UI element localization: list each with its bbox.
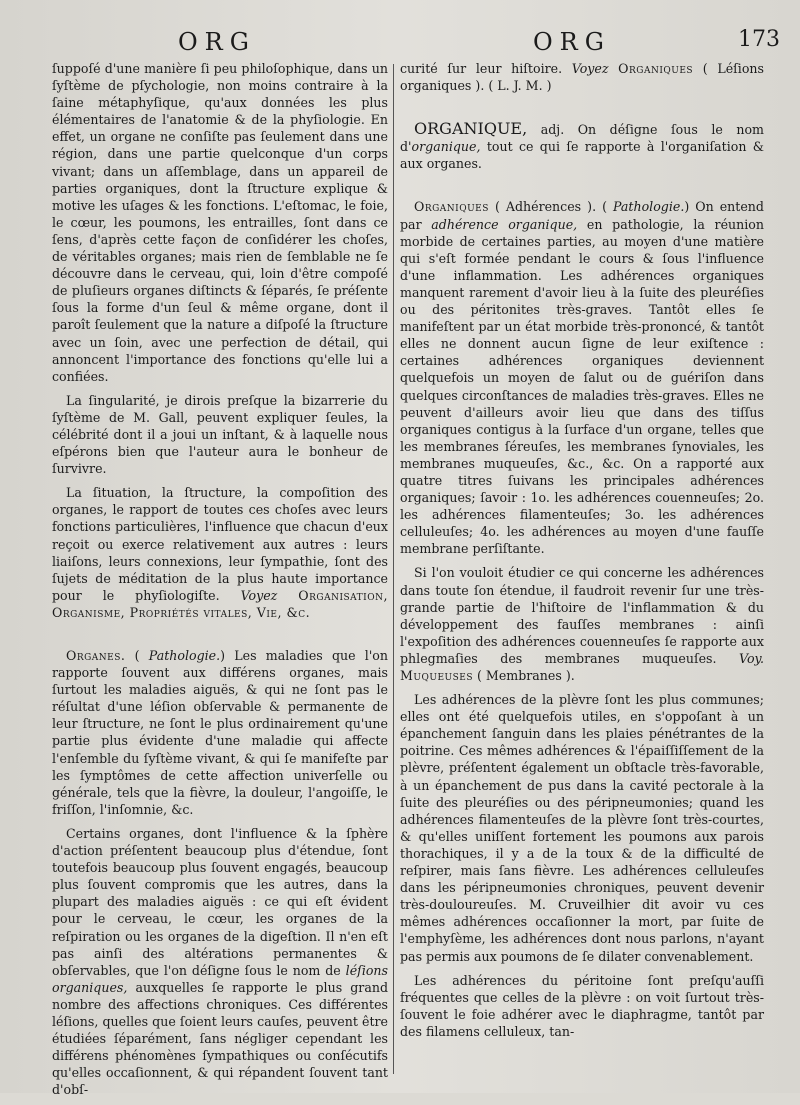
paragraph: La ſingularité, je dirois preſque la bizarrerie du ſyſtème de M. Gall, peuvent expliquer ſeules, la célébrité dont il a joui un inſtant, & à laquelle nous eſpérons bien que l'auteur aura le bonheur de ſurvivre. [52, 392, 388, 477]
paragraph: ſuppoſé d'une manière ſi peu philoſophique, dans un ſyſtème de pſychologie, non moins contraire à la ſaine métaphyſique, qu'aux données les plus élémentaires de l'anatomie & de la phyſiologie. En effet, un organe ne conſiſte pas ſeulement dans une région, dans une partie quelconque d'un corps vivant; dans un aſſemblage, dans un appareil de parties organiques, dont la ſtructure explique & motive les uſages & les fonctions. L'eſtomac, le foie, le cœur, les poumons, les entrailles, ſont dans ce ſens, d'après cette façon de conſidérer les choſes, de véritables organes; mais rien de ſemblable ne ſe découvre dans le cerveau, qui, loin d'être compoſé de pluſieurs organes diſtincts & ſéparés, ſe préſente ſous la forme d'un ſeul & même organe, dont il paroît ſeulement que la nature a diſpoſé la ſtructure avec un ſoin, avec une perfection de détail, qui annoncent l'importance des fonctions qu'elle lui a confiées. [52, 61, 388, 384]
subject-label: Pathologie. [613, 199, 685, 215]
paragraph [52, 484, 388, 621]
italic-term: léſions organiques, [52, 962, 388, 995]
entry-heading: ORGANIQUE, [414, 119, 528, 139]
voyez-label: Voyez [240, 587, 278, 603]
paragraph-text: Certains organes, dont l'influence & la ſphère d'action préſentent beaucoup plus d'étendue, ſont toutefois beaucoup plus ſouvent engagés, beaucoup plus ſouvent compromis que les autres, dans la plupart des maladies aiguës : ce qui eſt évident pour le cerveau, le cœur, les organes de la reſpiration ou les organes de la digeſtion. Il n'en eſt pas ainſi des altérations permanentes & obſervables, que l'on déſigne ſous le nom de [52, 825, 388, 978]
paragraph [400, 564, 764, 684]
paragraph-text: auxquelles ſe rapporte le plus grand nombre des affections chroniques. Ces différentes léſions, quelles que ſoient leurs cauſes, peuvent être étudiées ſéparément, ſans négliger cependant les différens phénomènes ſympathiques ou conſécutifs qu'elles occaſionnent, & qui répandent ſouvent tant d'obſ- [52, 979, 389, 1098]
entry-text: ) Les maladies que l'on rapporte ſouvent aux différens organes, mais ſurtout les maladies aiguës, & qui ne ſont pas le réſultat d'une léſion obſervable & permanente de leur ſtructure, ne ſont le plus ordinairement qu'une partie plus évidente d'une maladie qui affecte l'enſemble du ſyſtème vivant, & qui ſe manifeſte par les ſymptômes de cette affection univerſelle ou générale, tels que la fièvre, la douleur, l'angoiſſe, le friſſon, l'inſomnie, &c. [52, 648, 388, 817]
left-column [52, 60, 388, 1105]
paragraph-text: La ſituation, la ſtructure, la compoſition des organes, le rapport de toutes ces choſes avec leurs fonctions particulières, l'influence que chacun d'eux reçoit ou exerce relativement aux autres : leurs liaiſons, leurs connexions, leur ſympathie, ſont des ſujets de méditation de la plus haute importance pour le phyſiologiſte. [52, 485, 388, 603]
entry-text: en pathologie, la réunion morbide de certaines parties, au moyen d'une matière qui s'eſt formée pendant le cours & ſous l'influence d'une inflammation. Les adhérences organiques manquent rarement d'avoir lieu à la ſuite des pleuréſies ou des péritonites très-graves. Tantôt elles ſe manifeſtent par un état morbide très-prononcé, & tantôt elles ne donnent aucun ſigne de leur exiſtence : certaines adhérences organiques deviennent quelquefois un moyen de ſalut ou de guériſon dans quelques circonſtances de maladies très-graves. Elles ne peuvent d'ailleurs avoir lieu que dans des tiſſus organiques contigus à la ſurface d'un organe, telles que les membranes ſéreuſes, les membranes ſynoviales, les membranes muqueuſes, &c., &c. On a rapporté aux quatre titres ſuivans les principales adhérences organiques; ſavoir : 1o. les adhérences couenneuſes; 2o. les adhérences filamenteuſes; 3o. les adhérences celluleuſes; 4o. les adhérences au moyen d'une fauſſe membrane perſiſtante. [400, 216, 764, 557]
paragraph [400, 60, 764, 94]
paren: ( [134, 648, 140, 663]
running-header-right: ORG [533, 28, 611, 56]
voy-label: Voy. [739, 650, 764, 666]
paragraph: Les adhérences du péritoine ſont preſqu'auſſi fréquentes que celles de la plèvre : on voit ſurtout très-ſouvent le foie adhérer avec le diaphragme, tantôt par des filamens celluleux, tan- [400, 972, 764, 1039]
paragraph-text: Si l'on vouloit étudier ce qui concerne les adhérences dans toute ſon étendue, il faudroit revenir ſur une très-grande partie de l'hiſtoire de l'inflammation & du développement des fauſſes membranes : ainſi l'expoſition des adhérences couenneuſes ſe rapporte aux phlegmaſies des membranes muqueuſes. [400, 565, 764, 666]
italic-term: adhérence organique, [431, 216, 578, 232]
entry-heading: Organiques [414, 199, 489, 215]
paragraph-text: ( Léſions organiques ). ( L. J. M. ) [400, 61, 764, 94]
italic-term: organique, [411, 139, 481, 155]
right-column [400, 60, 764, 1047]
paragraph [52, 825, 388, 1099]
paragraph: Les adhérences de la plèvre ſont les plus communes; elles ont été quelquefois utiles, en s'oppoſant à un épanchement ſanguin dans les plaies pénétrantes de la poitrine. Ces mêmes adhérences & l'épaiſſiſſement de la plèvre, préſentent également un obſtacle très-favorable, à un épanchement de pus dans la cavité pectorale à la ſuite des pleuréſies ou des péripneumonies; quand les adhérences filamenteuſes de la plèvre ſont très-courtes, & qu'elles uniſſent fortement les poumons aux parois thorachiques, il y a de la toux & de la difficulté de reſpirer, mais ſans fièvre. Les adhérences celluleuſes dans les péripneumonies chroniques, peuvent devenir très-douloureuſes. M. Cruveilhier dit avoir vu ces mêmes adhérences occaſionner la mort, par ſuite de l'emphyſème, les adhérences dont nous parlons, n'ayant pas permis aux poumons de ſe dilater convenablement. [400, 692, 764, 964]
subject-label: Pathologie. [148, 648, 221, 663]
cross-references: Organisation, Organisme, Propriétés vitales, Vie, &c. [52, 587, 388, 620]
paragraph-text: ( Membranes ). [477, 668, 575, 683]
cross-reference: Muqueuses [400, 668, 473, 683]
entry-organique [400, 120, 764, 172]
cross-reference: Organiques [618, 61, 694, 76]
voyez-label: Voyez [571, 61, 609, 76]
running-header-left: ORG [178, 28, 256, 56]
entry-text: tout ce qui ſe rapporte à l'organiſation & aux organes. [400, 139, 764, 172]
entry-subtitle: ( Adhérences ). ( [494, 199, 607, 215]
entry-adherences [400, 198, 764, 557]
entry-organes [52, 647, 388, 818]
entry-heading: Organes. [66, 648, 126, 663]
page-number: 173 [738, 27, 780, 52]
entry-text: ) On entend par [400, 199, 764, 232]
paragraph-text: curité ſur leur hiſtoire. [400, 61, 563, 76]
column-divider [393, 64, 394, 1074]
entry-text: adj. On déſigne ſous le nom d' [400, 122, 764, 155]
